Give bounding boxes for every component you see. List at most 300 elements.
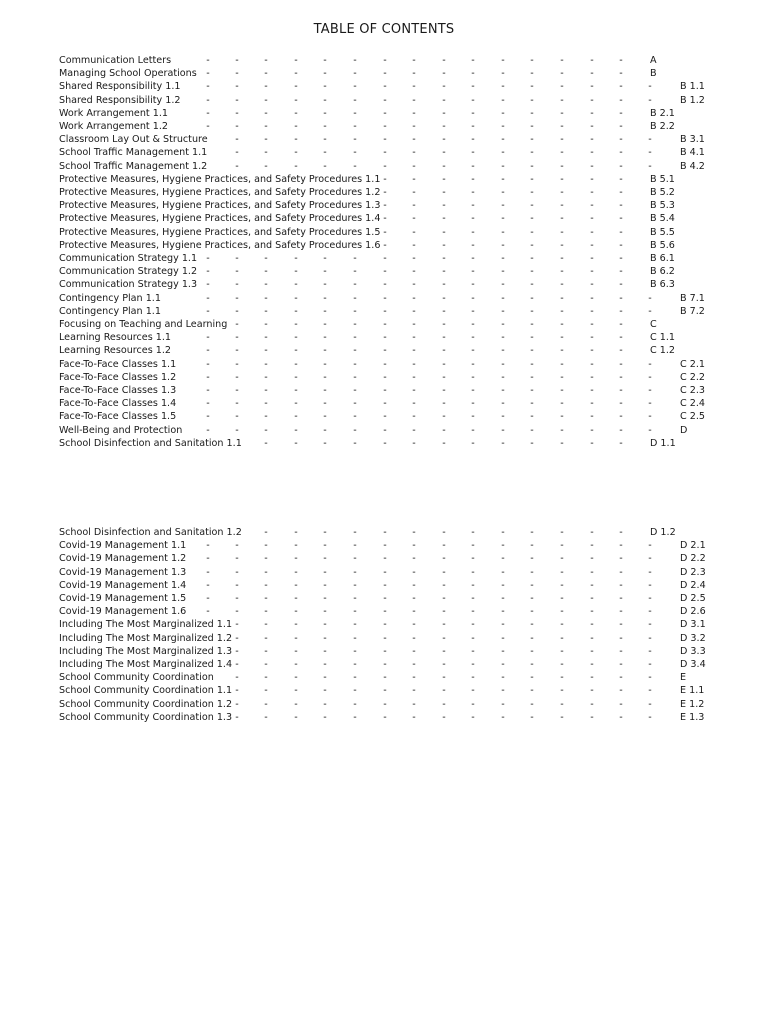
leader-dash: - [323, 292, 327, 304]
leader-dash: - [560, 411, 564, 423]
leader-dash: - [235, 659, 239, 670]
leader-dash: - [530, 398, 534, 410]
leader-dash: - [530, 632, 534, 644]
toc-entry-code: C 1.2 [650, 345, 676, 357]
leader-dash: - [619, 213, 623, 225]
leader-dash: - [206, 55, 210, 66]
leader-dash: - [442, 239, 446, 251]
leader-dash: - [471, 81, 475, 93]
leader-dash: - [206, 107, 210, 119]
toc-entry-label: Including The Most Marginalized 1.3 [59, 645, 233, 657]
toc-entry [0, 186, 768, 199]
leader-dash: - [648, 593, 652, 604]
leader-dash: - [501, 55, 505, 66]
toc-entry-label: Protective Measures, Hygiene Practices, and Safety Procedures 1.4 [59, 213, 381, 225]
leader-dash: - [530, 332, 534, 344]
leader-dash: - [501, 645, 505, 657]
leader-dash: - [412, 292, 416, 304]
leader-dash: - [619, 292, 623, 304]
leader-dash: - [501, 253, 505, 264]
leader-dash: - [353, 371, 357, 383]
leader-dash: - [442, 358, 446, 370]
toc-entry-label: Communication Letters [59, 55, 172, 66]
leader-dash: - [590, 319, 594, 330]
leader-dash: - [501, 698, 505, 710]
leader-dash: - [590, 566, 594, 578]
leader-dash: - [560, 81, 564, 93]
leader-dash: - [560, 345, 564, 357]
leader-dash: - [619, 305, 623, 317]
leader-dash: - [383, 540, 387, 552]
leader-dash: - [294, 81, 298, 93]
leader-dash: - [560, 358, 564, 370]
leader-dash: - [412, 253, 416, 264]
leader-dash: - [442, 385, 446, 396]
leader-dash: - [590, 55, 594, 66]
toc-entry [0, 226, 768, 239]
leader-dash: - [619, 226, 623, 238]
leader-dash: - [294, 632, 298, 644]
toc-entry [0, 592, 768, 605]
leader-dash: - [264, 619, 268, 631]
leader-dash: - [530, 672, 534, 684]
leader-dash: - [619, 107, 623, 119]
leader-dash: - [471, 685, 475, 697]
toc-entry-label: School Traffic Management 1.1 [59, 147, 208, 159]
leader-dash: - [648, 411, 652, 423]
leader-dash: - [560, 55, 564, 66]
leader-dash: - [471, 411, 475, 423]
leader-dash: - [619, 147, 623, 159]
leader-dash: - [471, 385, 475, 396]
toc-entry-code: D [680, 424, 688, 436]
leader-dash: - [412, 94, 416, 106]
leader-dash: - [353, 566, 357, 578]
leader-dash: - [530, 685, 534, 697]
leader-dash: - [471, 698, 475, 710]
leader-dash: - [530, 187, 534, 198]
leader-dash: - [471, 134, 475, 146]
leader-dash: - [560, 319, 564, 330]
leader-dash: - [501, 424, 505, 436]
leader-dash: - [530, 698, 534, 710]
leader-dash: - [206, 305, 210, 317]
leader-dash: - [264, 147, 268, 159]
leader-dash: - [323, 606, 327, 618]
toc-entry [0, 120, 768, 133]
leader-dash: - [235, 279, 239, 291]
leader-dash: - [235, 253, 239, 264]
leader-dash: - [442, 711, 446, 723]
leader-dash: - [471, 645, 475, 657]
leader-dash: - [264, 566, 268, 578]
leader-dash: - [235, 540, 239, 552]
leader-dash: - [264, 437, 268, 449]
leader-dash: - [353, 553, 357, 565]
leader-dash: - [619, 94, 623, 106]
leader-dash: - [619, 411, 623, 423]
leader-dash: - [560, 121, 564, 132]
leader-dash: - [323, 266, 327, 278]
leader-dash: - [590, 187, 594, 198]
leader-dash: - [383, 147, 387, 159]
toc-entry-label: Classroom Lay Out & Structure [59, 134, 208, 146]
leader-dash: - [353, 527, 357, 538]
leader-dash: - [383, 371, 387, 383]
leader-dash: - [442, 81, 446, 93]
leader-dash: - [501, 160, 505, 172]
leader-dash: - [442, 121, 446, 132]
toc-entry [0, 67, 768, 80]
leader-dash: - [412, 437, 416, 449]
leader-dash: - [560, 292, 564, 304]
leader-dash: - [530, 200, 534, 212]
leader-dash: - [442, 437, 446, 449]
leader-dash: - [235, 292, 239, 304]
toc-entry [0, 371, 768, 384]
leader-dash: - [501, 619, 505, 631]
leader-dash: - [648, 371, 652, 383]
leader-dash: - [412, 593, 416, 604]
leader-dash: - [648, 358, 652, 370]
leader-dash: - [235, 266, 239, 278]
leader-dash: - [648, 685, 652, 697]
toc-entry-code: B 7.2 [680, 305, 705, 317]
leader-dash: - [323, 424, 327, 436]
leader-dash: - [501, 147, 505, 159]
leader-dash: - [619, 645, 623, 657]
leader-dash: - [323, 68, 327, 80]
leader-dash: - [206, 424, 210, 436]
leader-dash: - [530, 371, 534, 383]
leader-dash: - [471, 94, 475, 106]
leader-dash: - [619, 134, 623, 146]
leader-dash: - [206, 606, 210, 618]
leader-dash: - [501, 319, 505, 330]
leader-dash: - [471, 160, 475, 172]
leader-dash: - [530, 68, 534, 80]
leader-dash: - [206, 553, 210, 565]
leader-dash: - [590, 606, 594, 618]
leader-dash: - [619, 527, 623, 538]
leader-dash: - [648, 632, 652, 644]
leader-dash: - [442, 134, 446, 146]
leader-dash: - [383, 160, 387, 172]
leader-dash: - [560, 266, 564, 278]
toc-entry-code: E [680, 672, 687, 684]
leader-dash: - [235, 579, 239, 591]
leader-dash: - [206, 411, 210, 423]
leader-dash: - [323, 305, 327, 317]
leader-dash: - [442, 672, 446, 684]
leader-dash: - [323, 371, 327, 383]
leader-dash: - [619, 579, 623, 591]
leader-dash: - [235, 55, 239, 66]
leader-dash: - [264, 632, 268, 644]
leader-dash: - [323, 358, 327, 370]
toc-entry-label: Including The Most Marginalized 1.2 [59, 632, 233, 644]
toc-entry-label: Protective Measures, Hygiene Practices, and Safety Procedures 1.2 [59, 187, 381, 198]
leader-dash: - [590, 68, 594, 80]
leader-dash: - [471, 55, 475, 66]
leader-dash: - [590, 345, 594, 357]
leader-dash: - [648, 94, 652, 106]
toc-entry-code: D 1.1 [650, 437, 676, 449]
leader-dash: - [442, 147, 446, 159]
leader-dash: - [264, 279, 268, 291]
leader-dash: - [383, 411, 387, 423]
leader-dash: - [471, 147, 475, 159]
leader-dash: - [471, 424, 475, 436]
toc-entry-code: B 7.1 [680, 292, 705, 304]
toc-entry-label: Communication Strategy 1.1 [59, 253, 198, 264]
leader-dash: - [648, 305, 652, 317]
leader-dash: - [530, 593, 534, 604]
leader-dash: - [294, 619, 298, 631]
leader-dash: - [383, 659, 387, 670]
leader-dash: - [323, 540, 327, 552]
leader-dash: - [235, 345, 239, 357]
toc-entry-label: Covid-19 Management 1.2 [59, 553, 187, 565]
leader-dash: - [590, 121, 594, 132]
leader-dash: - [560, 134, 564, 146]
leader-dash: - [383, 319, 387, 330]
leader-dash: - [235, 553, 239, 565]
leader-dash: - [471, 527, 475, 538]
leader-dash: - [264, 411, 268, 423]
leader-dash: - [206, 345, 210, 357]
leader-dash: - [323, 566, 327, 578]
toc-entry [0, 424, 768, 437]
toc-entry-label: Protective Measures, Hygiene Practices, and Safety Procedures 1.3 [59, 200, 381, 212]
toc-entry-label: Including The Most Marginalized 1.1 [59, 619, 233, 631]
leader-dash: - [530, 213, 534, 225]
leader-dash: - [383, 134, 387, 146]
leader-dash: - [530, 553, 534, 565]
leader-dash: - [323, 147, 327, 159]
leader-dash: - [530, 358, 534, 370]
leader-dash: - [501, 345, 505, 357]
leader-dash: - [264, 107, 268, 119]
toc-entry [0, 526, 768, 539]
toc-entry-code: E 1.2 [680, 698, 705, 710]
leader-dash: - [294, 566, 298, 578]
leader-dash: - [530, 411, 534, 423]
leader-dash: - [353, 55, 357, 66]
leader-dash: - [530, 266, 534, 278]
leader-dash: - [206, 358, 210, 370]
leader-dash: - [412, 134, 416, 146]
leader-dash: - [323, 672, 327, 684]
leader-dash: - [560, 579, 564, 591]
toc-entry-label: Managing School Operations [59, 68, 197, 80]
leader-dash: - [471, 200, 475, 212]
toc-entry-code: D 3.2 [680, 632, 706, 644]
leader-dash: - [383, 527, 387, 538]
toc-entry-code: B 5.3 [650, 200, 675, 212]
leader-dash: - [442, 213, 446, 225]
leader-dash: - [590, 398, 594, 410]
leader-dash: - [264, 305, 268, 317]
leader-dash: - [353, 619, 357, 631]
leader-dash: - [501, 385, 505, 396]
leader-dash: - [235, 566, 239, 578]
leader-dash: - [530, 437, 534, 449]
leader-dash: - [442, 68, 446, 80]
leader-dash: - [619, 566, 623, 578]
leader-dash: - [590, 593, 594, 604]
leader-dash: - [294, 266, 298, 278]
leader-dash: - [383, 685, 387, 697]
leader-dash: - [471, 606, 475, 618]
leader-dash: - [264, 672, 268, 684]
toc-entry-label: Protective Measures, Hygiene Practices, and Safety Procedures 1.5 [59, 226, 381, 238]
leader-dash: - [619, 619, 623, 631]
toc-entry-label: School Community Coordination 1.2 [59, 698, 233, 710]
toc-entry-code: C [650, 319, 657, 330]
leader-dash: - [648, 566, 652, 578]
toc-entry [0, 618, 768, 631]
leader-dash: - [412, 540, 416, 552]
leader-dash: - [590, 81, 594, 93]
toc-entry-label: Including The Most Marginalized 1.4 [59, 659, 233, 670]
leader-dash: - [412, 239, 416, 251]
leader-dash: - [501, 659, 505, 670]
leader-dash: - [353, 659, 357, 670]
toc-entry-code: C 2.4 [680, 398, 706, 410]
leader-dash: - [323, 94, 327, 106]
leader-dash: - [471, 121, 475, 132]
leader-dash: - [530, 606, 534, 618]
leader-dash: - [442, 371, 446, 383]
leader-dash: - [590, 672, 594, 684]
leader-dash: - [294, 147, 298, 159]
toc-entry-code: C 1.1 [650, 332, 676, 344]
toc-entry-label: Communication Strategy 1.2 [59, 266, 198, 278]
leader-dash: - [619, 698, 623, 710]
leader-dash: - [264, 292, 268, 304]
leader-dash: - [619, 200, 623, 212]
leader-dash: - [471, 266, 475, 278]
leader-dash: - [590, 226, 594, 238]
leader-dash: - [560, 200, 564, 212]
leader-dash: - [294, 253, 298, 264]
leader-dash: - [235, 68, 239, 80]
leader-dash: - [501, 94, 505, 106]
leader-dash: - [294, 711, 298, 723]
toc-entry-code: D 3.3 [680, 645, 706, 657]
leader-dash: - [294, 279, 298, 291]
leader-dash: - [353, 645, 357, 657]
leader-dash: - [383, 424, 387, 436]
leader-dash: - [648, 160, 652, 172]
toc-entry-label: Work Arrangement 1.1 [59, 107, 168, 119]
leader-dash: - [412, 358, 416, 370]
leader-dash: - [294, 68, 298, 80]
leader-dash: - [353, 81, 357, 93]
leader-dash: - [383, 566, 387, 578]
leader-dash: - [619, 385, 623, 396]
toc-entry [0, 698, 768, 711]
leader-dash: - [353, 711, 357, 723]
leader-dash: - [619, 358, 623, 370]
leader-dash: - [353, 147, 357, 159]
leader-dash: - [412, 200, 416, 212]
leader-dash: - [264, 160, 268, 172]
leader-dash: - [471, 305, 475, 317]
leader-dash: - [442, 685, 446, 697]
leader-dash: - [353, 279, 357, 291]
leader-dash: - [412, 698, 416, 710]
leader-dash: - [383, 645, 387, 657]
leader-dash: - [294, 121, 298, 132]
toc-entry-code: C 2.5 [680, 411, 706, 423]
leader-dash: - [412, 173, 416, 185]
leader-dash: - [235, 107, 239, 119]
leader-dash: - [619, 685, 623, 697]
leader-dash: - [560, 424, 564, 436]
toc-entry [0, 94, 768, 107]
leader-dash: - [501, 711, 505, 723]
toc-entry-code: B 5.5 [650, 226, 675, 238]
leader-dash: - [501, 553, 505, 565]
leader-dash: - [412, 424, 416, 436]
leader-dash: - [323, 698, 327, 710]
leader-dash: - [442, 253, 446, 264]
leader-dash: - [412, 81, 416, 93]
leader-dash: - [412, 68, 416, 80]
leader-dash: - [501, 371, 505, 383]
leader-dash: - [412, 672, 416, 684]
leader-dash: - [501, 358, 505, 370]
leader-dash: - [412, 55, 416, 66]
leader-dash: - [530, 385, 534, 396]
toc-entry-code: D 2.2 [680, 553, 706, 565]
leader-dash: - [383, 68, 387, 80]
toc-entry [0, 160, 768, 173]
leader-dash: - [442, 305, 446, 317]
leader-dash: - [323, 332, 327, 344]
leader-dash: - [530, 134, 534, 146]
toc-entry [0, 331, 768, 344]
leader-dash: - [501, 593, 505, 604]
toc-entry-label: Face-To-Face Classes 1.2 [59, 371, 177, 383]
leader-dash: - [619, 68, 623, 80]
leader-dash: - [501, 606, 505, 618]
leader-dash: - [501, 411, 505, 423]
toc-entry-code: B 4.1 [680, 147, 705, 159]
toc-entry-label: Well-Being and Protection [59, 424, 183, 436]
leader-dash: - [530, 619, 534, 631]
leader-dash: - [323, 645, 327, 657]
leader-dash: - [648, 398, 652, 410]
leader-dash: - [323, 553, 327, 565]
leader-dash: - [530, 659, 534, 670]
leader-dash: - [619, 424, 623, 436]
leader-dash: - [530, 173, 534, 185]
toc-entry-label: Protective Measures, Hygiene Practices, and Safety Procedures 1.1 [59, 173, 381, 185]
leader-dash: - [353, 685, 357, 697]
leader-dash: - [206, 371, 210, 383]
leader-dash: - [560, 147, 564, 159]
toc-entry [0, 410, 768, 423]
leader-dash: - [442, 226, 446, 238]
leader-dash: - [501, 107, 505, 119]
toc-entry [0, 278, 768, 291]
leader-dash: - [353, 698, 357, 710]
leader-dash: - [294, 672, 298, 684]
leader-dash: - [560, 527, 564, 538]
